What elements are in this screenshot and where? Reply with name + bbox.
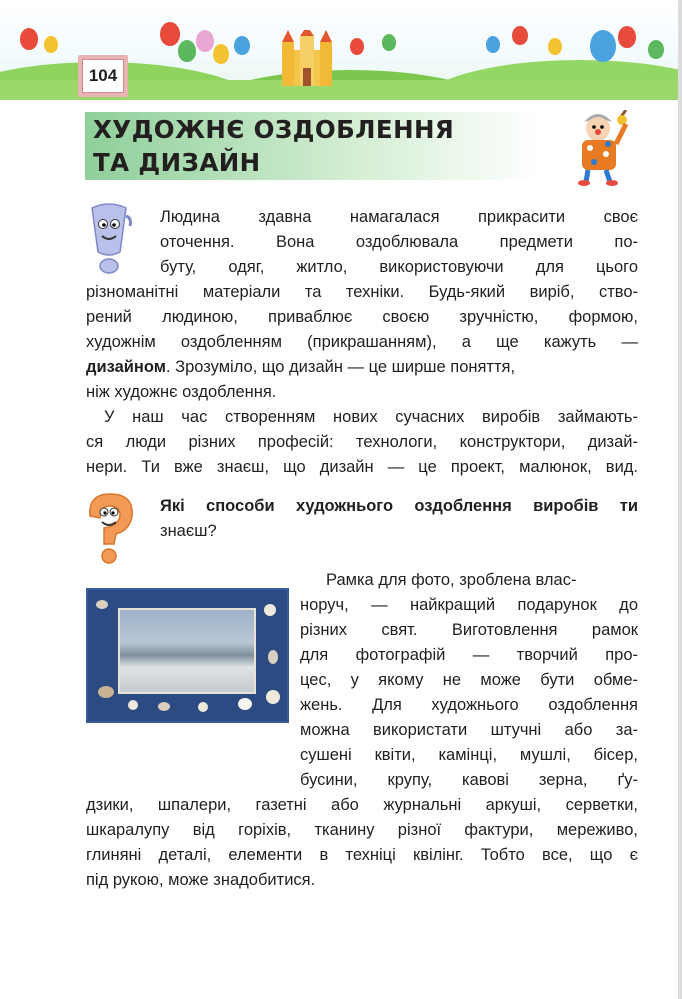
keyword-design: дизайном: [86, 358, 166, 376]
question-mascot-icon: [80, 490, 140, 566]
page-number-label: 104: [82, 59, 124, 93]
balloon-icon: [178, 40, 196, 62]
page-edge: [678, 0, 682, 999]
balloon-icon: [590, 30, 616, 62]
balloon-icon: [486, 36, 500, 53]
paragraph-line: бусини, крупу, кавові зерна, ґу-: [300, 771, 638, 789]
header-illustration: [0, 0, 682, 100]
paragraph-line: під рукою, може знадобитися.: [86, 871, 316, 889]
paragraph-line: сушені квіти, камінці, мушлі, бісер,: [300, 746, 638, 764]
paragraph-line: для фотографій — творчий про-: [300, 646, 638, 664]
balloon-icon: [160, 22, 180, 46]
section-title-line: ХУДОЖНЄ ОЗДОБЛЕННЯ: [93, 115, 455, 144]
section-title-line: ТА ДИЗАЙН: [93, 148, 261, 177]
question-line: знаєш?: [160, 522, 217, 540]
balloon-icon: [44, 36, 58, 53]
paragraph-line-rest: . Зрозуміло, що дизайн — це ширше поняття,: [165, 358, 516, 376]
paragraph-line: цес, у якому не може бути обме-: [300, 671, 638, 689]
balloon-icon: [382, 34, 396, 51]
balloon-icon: [20, 28, 38, 50]
paragraph-line: різноманітні матеріали та техніки. Будь-який виріб, ство-: [86, 283, 638, 301]
paragraph-line: ніж художнє оздоблення.: [86, 383, 277, 401]
balloon-icon: [196, 30, 214, 52]
page-number: [78, 55, 128, 97]
paragraph-line: оточення. Вона оздоблювала предмети по-: [160, 233, 638, 251]
paragraph-line: можна використати штучні або за-: [300, 721, 638, 739]
paragraph-line: Рамка для фото, зроблена влас-: [326, 571, 577, 589]
paragraph-line: жень. Для художнього оздоблення: [300, 696, 638, 714]
paragraph-line: ся люди різних професій: технологи, конструктори, дизай-: [86, 433, 638, 451]
clown-mascot-icon: [576, 110, 636, 186]
balloon-icon: [512, 26, 528, 45]
balloon-icon: [548, 38, 562, 55]
castle-icon: [280, 30, 334, 86]
question-line: Які способи художнього оздоблення виробів ти: [160, 497, 638, 515]
paragraph-line: буту, одяг, житло, використовуючи для цього: [160, 258, 638, 276]
paragraph-line: шкаралупу від горіхів, тканину різної фактури, мереживо,: [86, 821, 638, 839]
paragraph-line: глиняні деталі, елементи в техніці квілінг. Тобто все, що є: [86, 846, 638, 864]
paragraph-line: Людина здавна намагалася прикрасити своє: [160, 208, 638, 226]
section-title: [93, 113, 454, 179]
paragraph-line: норуч, — найкращий подарунок до: [300, 596, 638, 614]
exclamation-mascot-icon: [86, 202, 132, 276]
paragraph-line: дзики, шпалери, газетні або журнальні аркуші, серветки,: [86, 796, 638, 814]
paragraph-line: рений людиною, приваблює своєю зручністю, формою,: [86, 308, 638, 326]
paragraph-line: художнім оздобленням (прикрашанням), а ще кажуть —: [86, 333, 638, 351]
balloon-icon: [234, 36, 250, 55]
balloon-icon: [213, 44, 229, 64]
balloon-icon: [618, 26, 636, 48]
paragraph-line: [86, 355, 638, 379]
seashore-photo: [118, 608, 256, 694]
photo-frame-image: [86, 588, 289, 723]
paragraph-line: різних свят. Виготовлення рамок: [300, 621, 638, 639]
balloon-icon: [350, 38, 364, 55]
paragraph-line: нери. Ти вже знаєш, що дизайн — це проект, малюнок, вид.: [86, 458, 638, 476]
paragraph-line: У наш час створенням нових сучасних виробів займають-: [104, 408, 638, 426]
balloon-icon: [648, 40, 664, 59]
